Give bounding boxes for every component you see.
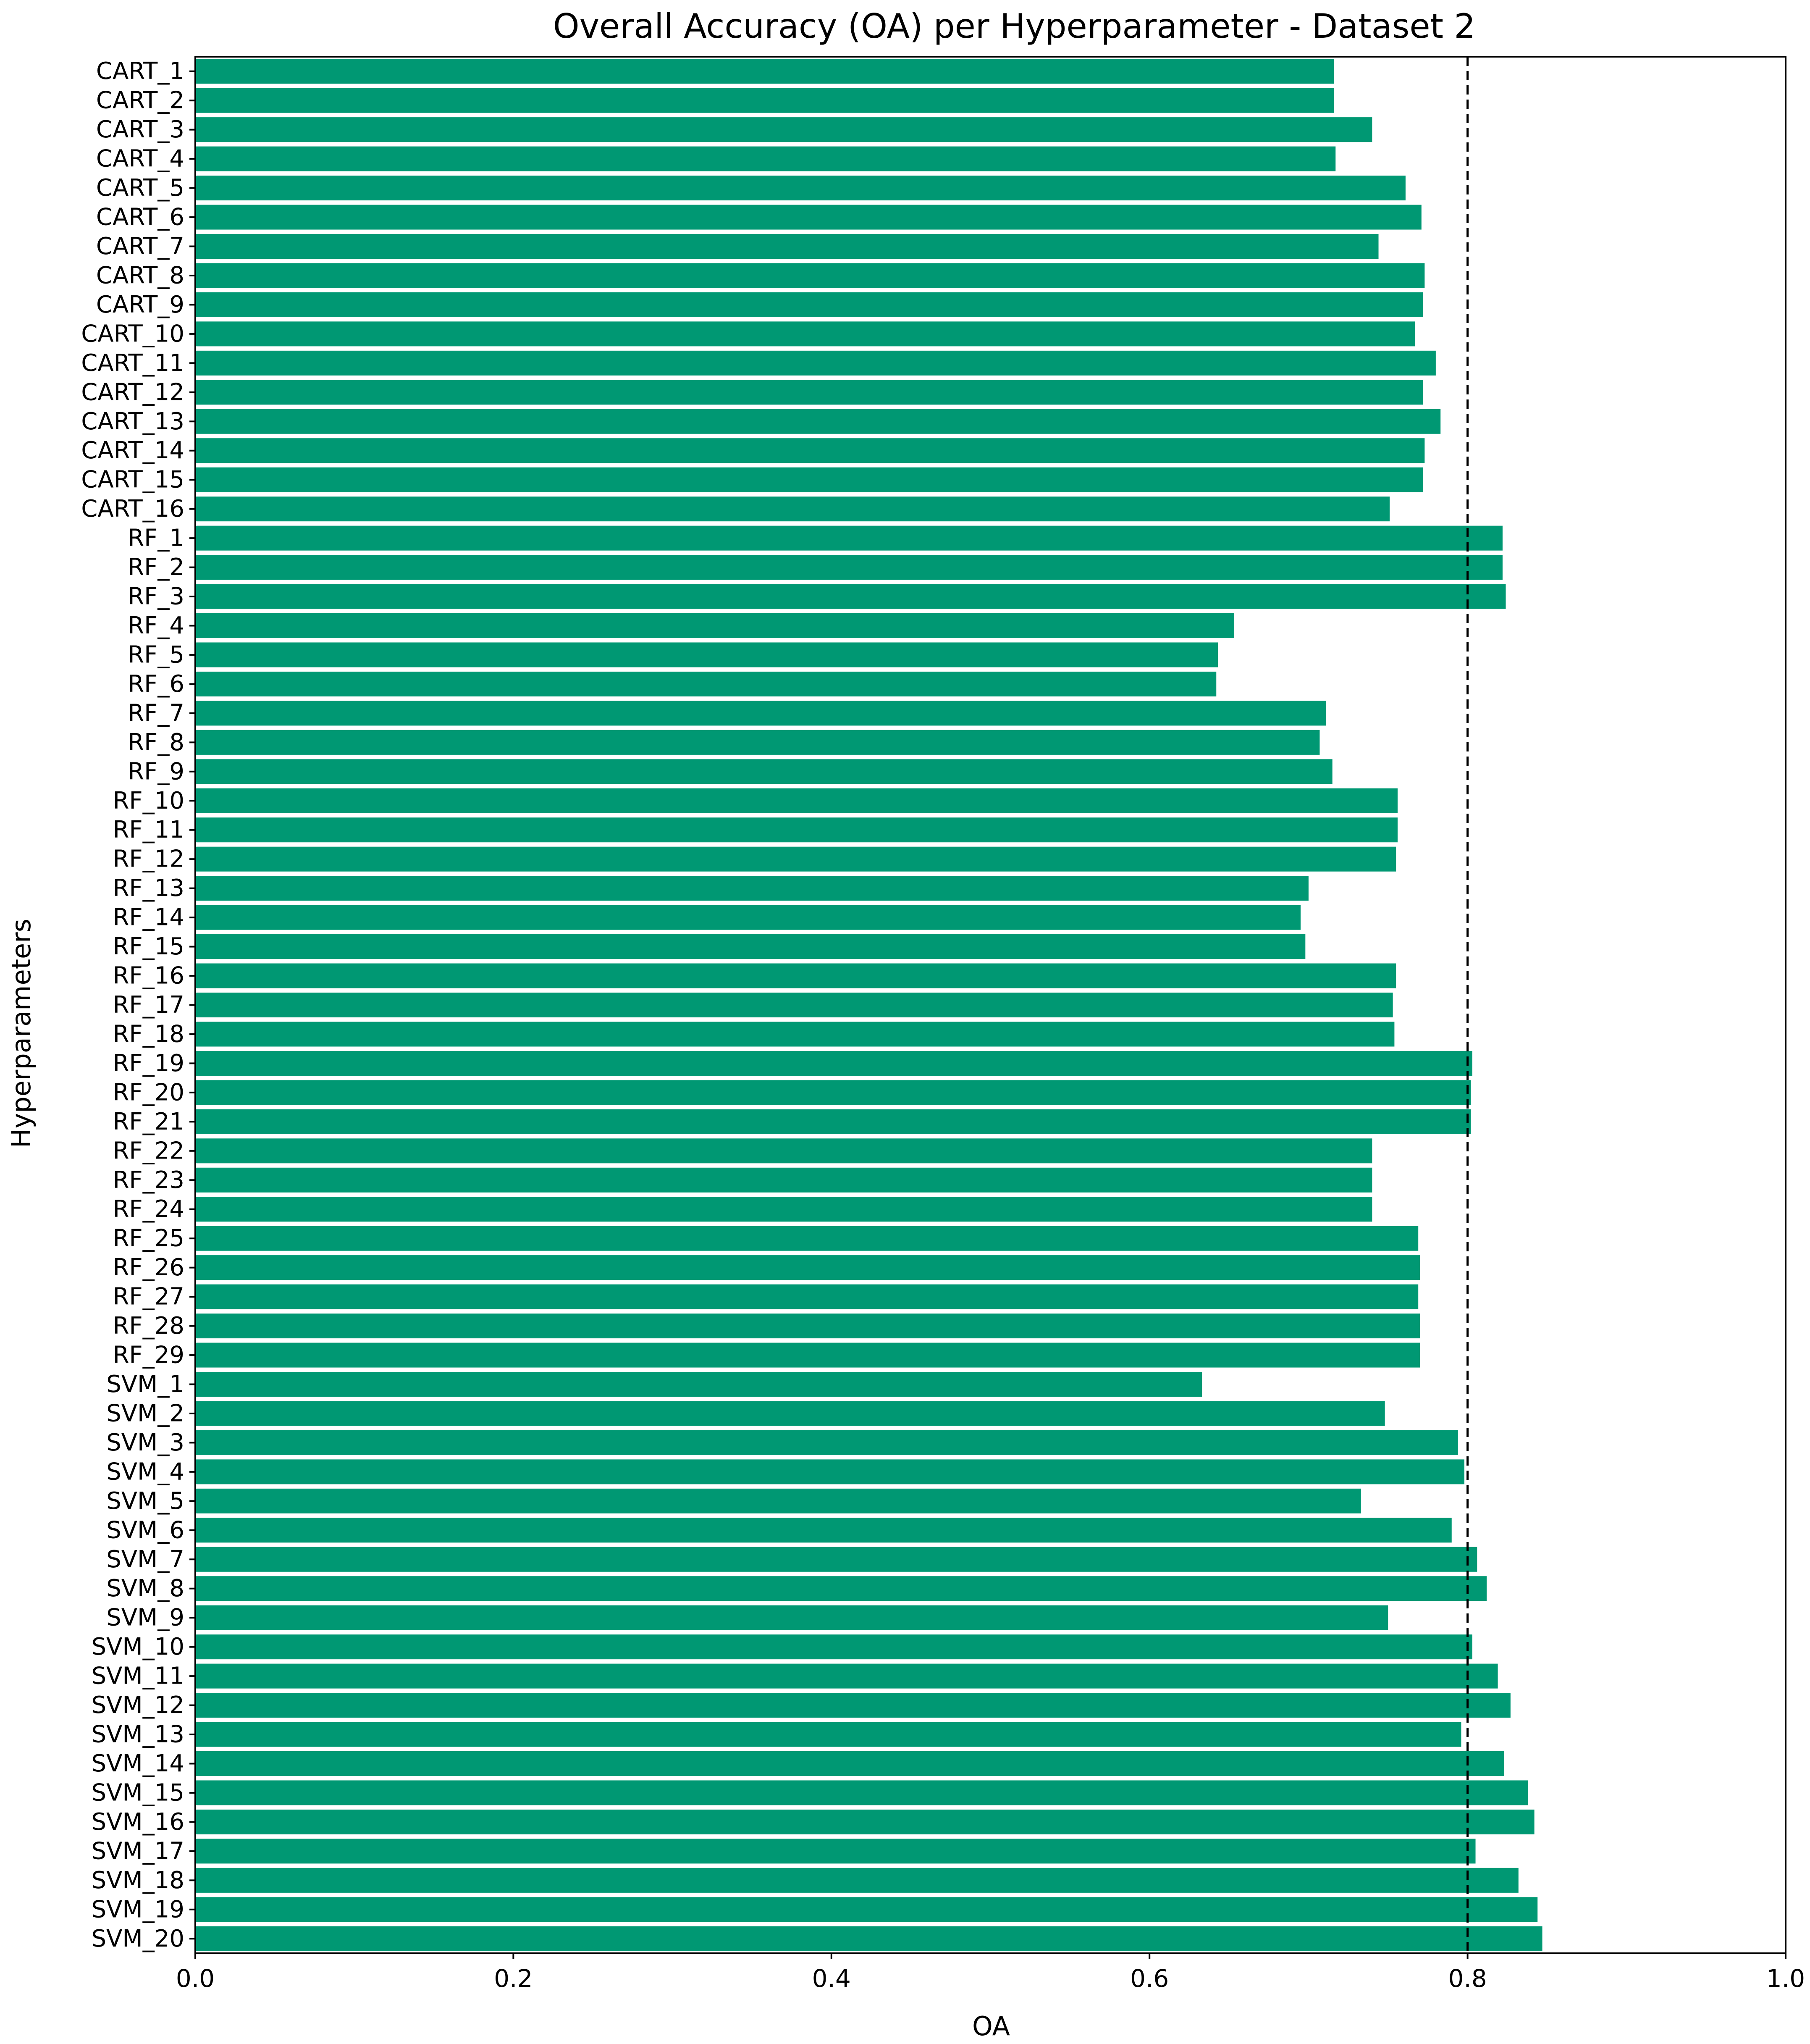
y-tick-label: SVM_20 (91, 1925, 184, 1952)
y-tick-label: CART_1 (96, 58, 184, 85)
y-tick-label: RF_21 (113, 1108, 184, 1135)
y-tick-label: SVM_11 (91, 1662, 184, 1690)
bars-group (195, 59, 1542, 1951)
bar-cart-15 (195, 468, 1423, 492)
y-tick-label: RF_19 (113, 1049, 184, 1077)
y-tick-label: RF_6 (128, 670, 184, 698)
bar-rf-7 (195, 701, 1326, 725)
bar-rf-20 (195, 1080, 1471, 1105)
bar-svm-10 (195, 1634, 1472, 1659)
bar-svm-1 (195, 1372, 1202, 1397)
bar-rf-19 (195, 1051, 1472, 1076)
y-axis-ticks (81, 58, 195, 1952)
bar-svm-9 (195, 1605, 1388, 1630)
bar-cart-11 (195, 351, 1436, 376)
x-axis-ticks (176, 1953, 1805, 1993)
bar-cart-16 (195, 497, 1390, 521)
bar-cart-9 (195, 292, 1423, 317)
y-tick-label: CART_7 (96, 233, 184, 260)
bar-svm-5 (195, 1489, 1361, 1513)
y-tick-label: SVM_6 (106, 1516, 184, 1544)
bar-cart-1 (195, 59, 1334, 84)
bar-cart-4 (195, 147, 1335, 171)
y-tick-label: RF_24 (113, 1195, 184, 1223)
bar-svm-16 (195, 1810, 1535, 1834)
y-tick-label: CART_3 (96, 116, 184, 144)
y-tick-label: RF_22 (113, 1137, 184, 1165)
y-tick-label: RF_28 (113, 1312, 184, 1340)
y-tick-label: RF_11 (113, 816, 184, 844)
bar-svm-8 (195, 1576, 1487, 1601)
y-tick-label: RF_16 (113, 962, 184, 990)
bar-svm-11 (195, 1664, 1498, 1689)
y-tick-label: RF_18 (113, 1020, 184, 1048)
y-tick-label: CART_2 (96, 87, 184, 114)
y-tick-label: SVM_15 (91, 1779, 184, 1807)
y-tick-label: RF_3 (128, 583, 184, 610)
y-tick-label: SVM_7 (106, 1545, 184, 1573)
bar-svm-6 (195, 1518, 1452, 1542)
y-tick-label: RF_23 (113, 1166, 184, 1194)
bar-cart-6 (195, 205, 1422, 230)
bar-cart-2 (195, 88, 1334, 113)
bar-svm-20 (195, 1926, 1542, 1951)
bar-cart-7 (195, 234, 1379, 259)
bar-cart-13 (195, 409, 1440, 434)
bar-svm-15 (195, 1780, 1528, 1805)
bar-rf-2 (195, 555, 1503, 580)
bar-svm-2 (195, 1401, 1385, 1426)
bar-rf-27 (195, 1285, 1418, 1309)
x-tick-label: 0.2 (494, 1964, 533, 1993)
bar-cart-8 (195, 263, 1424, 288)
y-tick-label: CART_12 (81, 378, 184, 406)
y-tick-label: RF_4 (128, 612, 184, 639)
y-tick-label: RF_26 (113, 1254, 184, 1282)
y-tick-label: CART_8 (96, 262, 184, 289)
bar-svm-3 (195, 1430, 1458, 1455)
bar-rf-16 (195, 964, 1396, 988)
y-tick-label: CART_10 (81, 320, 184, 348)
y-tick-label: RF_2 (128, 554, 184, 581)
y-tick-label: CART_9 (96, 291, 184, 318)
bar-rf-5 (195, 642, 1218, 667)
bar-rf-11 (195, 817, 1398, 842)
bar-rf-15 (195, 934, 1305, 959)
bar-svm-7 (195, 1547, 1477, 1572)
y-tick-label: CART_11 (81, 349, 184, 377)
y-tick-label: RF_9 (128, 758, 184, 786)
bar-rf-17 (195, 993, 1393, 1017)
y-tick-label: SVM_2 (106, 1400, 184, 1427)
y-tick-label: RF_8 (128, 728, 184, 756)
y-tick-label: CART_15 (81, 466, 184, 494)
y-tick-label: CART_4 (96, 145, 184, 173)
y-tick-label: SVM_14 (91, 1750, 184, 1777)
bar-svm-13 (195, 1722, 1461, 1747)
y-tick-label: RF_20 (113, 1079, 184, 1106)
y-tick-label: SVM_18 (91, 1866, 184, 1894)
x-tick-label: 0.6 (1130, 1964, 1169, 1993)
bar-rf-28 (195, 1314, 1420, 1338)
y-tick-label: SVM_5 (106, 1487, 184, 1515)
bar-rf-4 (195, 613, 1234, 638)
y-tick-label: SVM_12 (91, 1692, 184, 1719)
y-tick-label: CART_14 (81, 437, 184, 465)
y-axis-label: Hyperparameters (6, 919, 37, 1148)
bar-svm-18 (195, 1868, 1519, 1893)
bar-cart-3 (195, 117, 1372, 142)
y-tick-label: CART_5 (96, 174, 184, 202)
y-tick-label: RF_29 (113, 1341, 184, 1369)
bar-rf-1 (195, 526, 1503, 551)
y-tick-label: RF_1 (128, 524, 184, 552)
y-tick-label: SVM_3 (106, 1429, 184, 1456)
y-tick-label: RF_10 (113, 787, 184, 814)
x-tick-label: 0.0 (176, 1964, 215, 1993)
x-tick-label: 0.4 (812, 1964, 851, 1993)
bar-rf-29 (195, 1343, 1420, 1368)
y-tick-label: RF_7 (128, 699, 184, 727)
x-tick-label: 0.8 (1448, 1964, 1487, 1993)
y-tick-label: SVM_1 (106, 1371, 184, 1398)
y-tick-label: RF_15 (113, 933, 184, 961)
bar-rf-10 (195, 788, 1398, 813)
bar-svm-4 (195, 1459, 1464, 1484)
bar-rf-22 (195, 1138, 1372, 1163)
bar-rf-25 (195, 1226, 1418, 1251)
y-tick-label: SVM_9 (106, 1604, 184, 1632)
bar-rf-12 (195, 847, 1396, 872)
bar-rf-3 (195, 584, 1506, 609)
y-tick-label: SVM_4 (106, 1458, 184, 1486)
bar-rf-9 (195, 759, 1333, 784)
y-tick-label: RF_12 (113, 845, 184, 873)
bar-rf-21 (195, 1109, 1471, 1134)
bar-rf-24 (195, 1197, 1372, 1222)
y-tick-label: CART_6 (96, 203, 184, 231)
y-tick-label: SVM_19 (91, 1896, 184, 1923)
y-tick-label: CART_13 (81, 407, 184, 435)
bar-cart-12 (195, 380, 1423, 405)
bar-rf-18 (195, 1022, 1394, 1046)
y-tick-label: SVM_16 (91, 1808, 184, 1836)
bar-rf-8 (195, 730, 1319, 755)
y-tick-label: SVM_17 (91, 1837, 184, 1865)
y-tick-label: RF_25 (113, 1224, 184, 1252)
bar-cart-14 (195, 438, 1424, 463)
y-tick-label: SVM_13 (91, 1721, 184, 1748)
y-tick-label: SVM_10 (91, 1633, 184, 1661)
y-tick-label: RF_5 (128, 641, 184, 669)
y-tick-label: RF_27 (113, 1283, 184, 1311)
y-tick-label: RF_17 (113, 991, 184, 1019)
bar-rf-23 (195, 1168, 1372, 1193)
y-tick-label: SVM_8 (106, 1575, 184, 1603)
x-tick-label: 1.0 (1766, 1964, 1805, 1993)
bar-svm-19 (195, 1897, 1537, 1922)
y-tick-label: CART_16 (81, 495, 184, 523)
chart-title: Overall Accuracy (OA) per Hyperparameter - Dataset 2 (553, 7, 1476, 46)
x-axis-label: OA (972, 2011, 1010, 2041)
bar-svm-17 (195, 1839, 1476, 1863)
bar-rf-14 (195, 905, 1301, 930)
bar-svm-12 (195, 1693, 1511, 1718)
bar-rf-6 (195, 672, 1216, 696)
y-tick-label: RF_14 (113, 904, 184, 931)
bar-cart-10 (195, 321, 1415, 346)
bar-cart-5 (195, 176, 1406, 200)
bar-svm-14 (195, 1751, 1504, 1776)
bar-rf-26 (195, 1255, 1420, 1280)
bar-rf-13 (195, 876, 1309, 901)
y-tick-label: RF_13 (113, 875, 184, 902)
